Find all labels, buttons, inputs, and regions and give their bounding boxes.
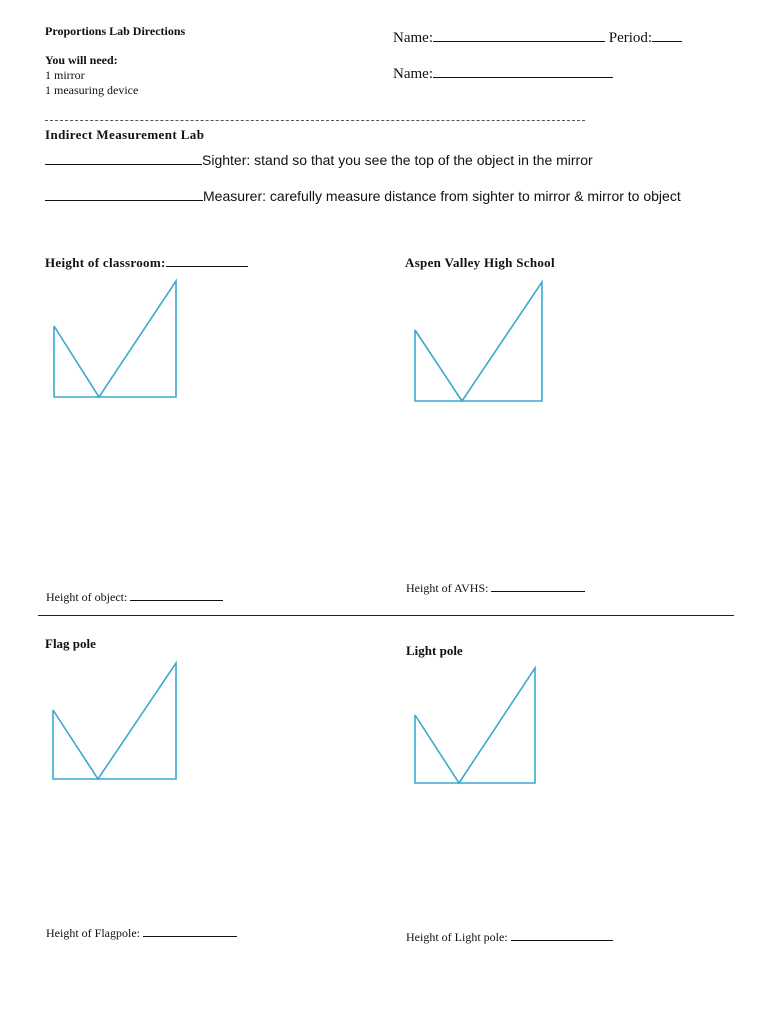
flagpole-height-field[interactable] bbox=[46, 926, 237, 941]
name-label: Name: bbox=[393, 30, 433, 46]
classroom-blank[interactable] bbox=[166, 255, 248, 267]
diagram-triangles bbox=[415, 668, 535, 783]
mirror-diagram-flagpole bbox=[49, 660, 180, 784]
classroom-title-text: Height of classroom: bbox=[45, 255, 166, 270]
supply-item-mirror: 1 mirror bbox=[45, 68, 85, 82]
lightpole-height-label: Height of Light pole: bbox=[406, 930, 508, 944]
lightpole-height-field[interactable] bbox=[406, 930, 613, 945]
diagram-triangles bbox=[415, 282, 542, 401]
mirror-diagram-classroom bbox=[50, 278, 180, 402]
flagpole-height-label: Height of Flagpole: bbox=[46, 926, 140, 940]
mirror-diagram-lightpole bbox=[411, 665, 541, 787]
diagram-triangles bbox=[53, 663, 176, 779]
sighter-text: Sighter: stand so that you see the top of the object in the mirror bbox=[202, 152, 593, 168]
period-blank[interactable] bbox=[652, 29, 682, 42]
name-label: Name: bbox=[393, 66, 433, 82]
name-field-1[interactable] bbox=[393, 29, 682, 47]
avhs-height-label: Height of AVHS: bbox=[406, 581, 489, 595]
supplies-heading: You will need: bbox=[45, 53, 118, 67]
avhs-title: Aspen Valley High School bbox=[405, 255, 555, 270]
period-label: Period: bbox=[608, 30, 653, 46]
measurer-text: Measurer: carefully measure distance from sighter to mirror & mirror to object bbox=[203, 188, 681, 204]
role-measurer[interactable] bbox=[45, 187, 681, 204]
flagpole-height-blank[interactable] bbox=[143, 926, 237, 937]
object-height-label: Height of object: bbox=[46, 590, 128, 604]
lightpole-title: Light pole bbox=[406, 643, 463, 658]
flagpole-title: Flag pole bbox=[45, 636, 96, 651]
mirror-diagram-avhs bbox=[411, 279, 547, 405]
worksheet-title: Proportions Lab Directions bbox=[45, 24, 186, 38]
avhs-height-blank[interactable] bbox=[491, 581, 585, 592]
classroom-title bbox=[45, 255, 248, 271]
avhs-height-field[interactable] bbox=[406, 581, 585, 596]
section-divider bbox=[45, 120, 585, 121]
measurer-blank[interactable] bbox=[45, 187, 203, 201]
object-height-field[interactable] bbox=[46, 590, 223, 605]
page-divider bbox=[38, 615, 734, 616]
role-sighter[interactable] bbox=[45, 151, 593, 168]
sighter-blank[interactable] bbox=[45, 151, 202, 165]
object-height-blank[interactable] bbox=[130, 590, 223, 601]
name-blank[interactable] bbox=[433, 29, 605, 42]
lab-title: Indirect Measurement Lab bbox=[45, 127, 205, 142]
lightpole-height-blank[interactable] bbox=[511, 930, 613, 941]
supply-item-measuring-device: 1 measuring device bbox=[45, 83, 139, 97]
name-blank[interactable] bbox=[433, 65, 613, 78]
name-field-2[interactable] bbox=[393, 65, 613, 83]
diagram-triangles bbox=[54, 281, 176, 397]
